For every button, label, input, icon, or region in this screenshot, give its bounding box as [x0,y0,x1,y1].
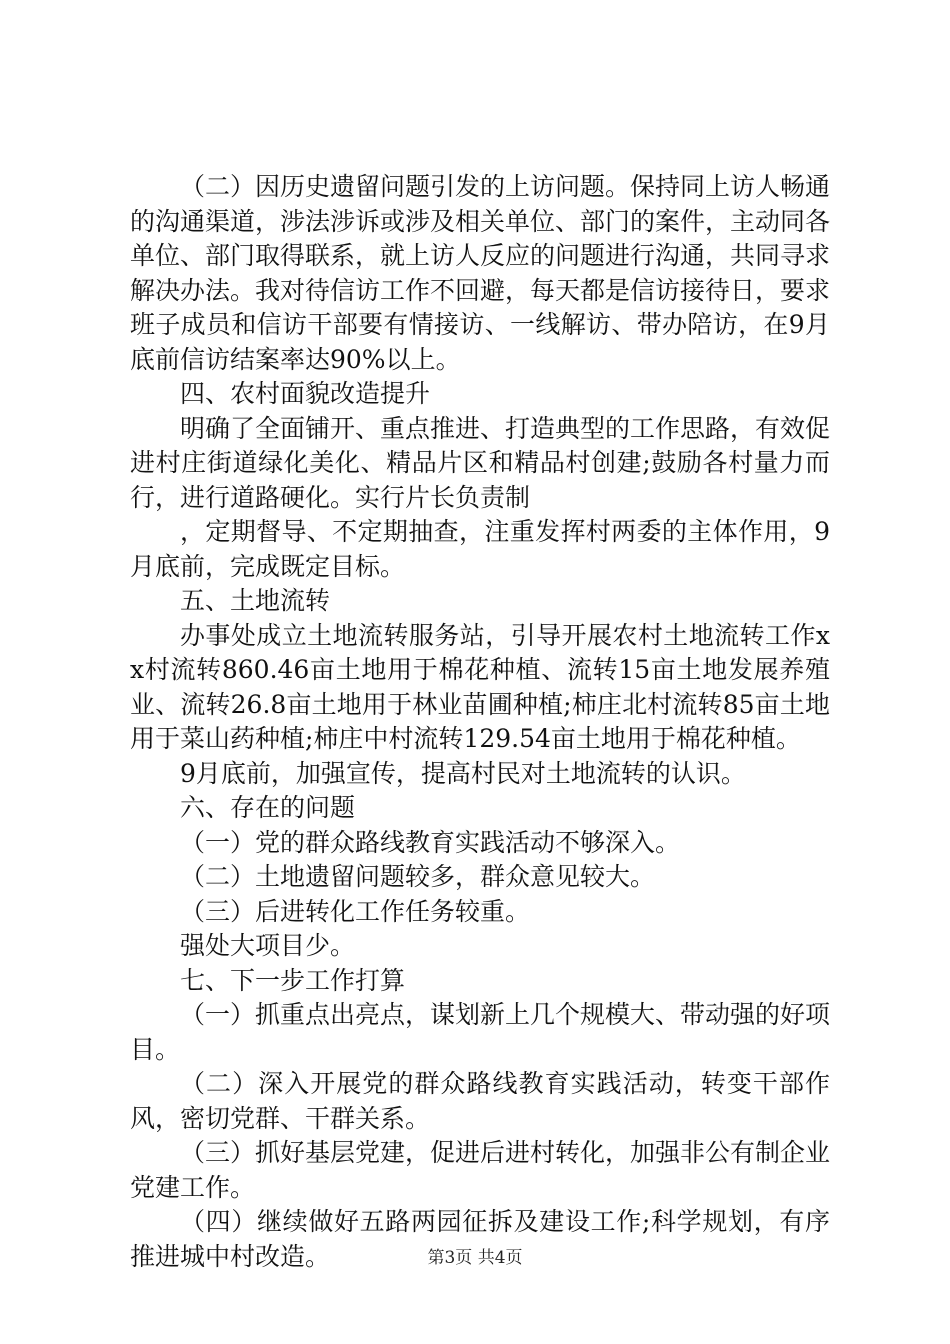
page-number-footer: 第3页 共4页 [427,1248,523,1268]
paragraph-rural-improvement: 明确了全面铺开、重点推进、打造典型的工作思路，有效促进村庄街道绿化美化、精品片区和精品村创建;鼓励各村量力而行，进行道路硬化。实行片长负责制 [130,413,831,512]
section-heading-land-transfer: 五、土地流转 [180,586,331,615]
list-item-plan-4: （四）继续做好五路两园征拆及建设工作;科学规划，有序推进城中村改造。 [130,1207,830,1271]
paragraph-rural-improvement-continued: ，定期督导、不定期抽查，注重发挥村两委的主体作用，9月底前，完成既定目标。 [130,517,830,581]
section-heading-next-steps: 七、下一步工作打算 [180,965,406,995]
list-item-plan-2: （二）深入开展党的群众路线教育实践活动，转变干部作风，密切党群、干群关系。 [130,1069,830,1133]
list-item-problem-3: （三）后进转化工作任务较重。 [180,896,531,926]
paragraph-petition-issues: （二）因历史遗留问题引发的上访问题。保持同上访人畅通的沟通渠道，涉法涉诉或涉及相关单位、部门的案件，主动同各单位、部门取得联系，就上访人反应的问题进行沟通，共同寻求解决办法。我对待信访工作不回避，每天都是信访接待日，要求班子成员和信访干部要有情接访、一线解访、带办陪访，在9月底前信访结案率达90%以上。 [130,172,831,374]
list-item-plan-3: （三）抓好基层党建，促进后进村转化，加强非公有制企业党建工作。 [130,1138,831,1202]
list-item-plan-1: （一）抓重点出亮点，谋划新上几个规模大、带动强的好项目。 [130,1000,831,1064]
paragraph-land-transfer-publicity: 9月底前，加强宣传，提高村民对土地流转的认识。 [180,758,746,788]
list-item-problem-4: 强处大项目少。 [180,931,356,960]
document-body [130,170,830,1274]
section-heading-rural-improvement: 四、农村面貌改造提升 [180,379,431,408]
list-item-problem-2: （二）土地遗留问题较多，群众意见较大。 [180,862,656,891]
section-heading-existing-problems: 六、存在的问题 [180,793,356,822]
paragraph-land-transfer: 办事处成立土地流转服务站，引导开展农村土地流转工作xx村流转860.46亩土地用于棉花种植、流转15亩土地发展养殖业、流转26.8亩土地用于林业苗圃种植;柿庄北村流转85亩土地用于菜山药种植;柿庄中村流转129.54亩土地用于棉花种植。 [130,620,830,753]
list-item-problem-1: （一）党的群众路线教育实践活动不够深入。 [180,827,681,857]
